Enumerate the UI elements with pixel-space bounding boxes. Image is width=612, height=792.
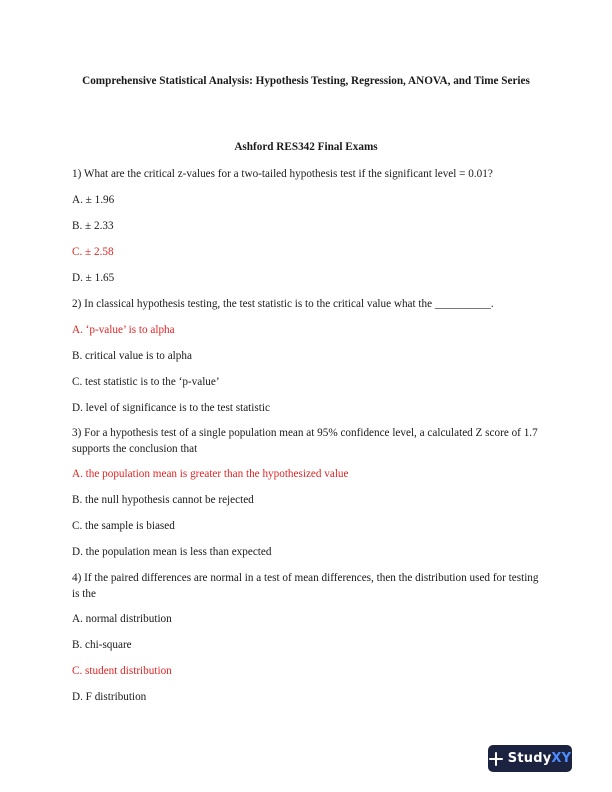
plus-icon (489, 752, 503, 766)
document-title: Comprehensive Statistical Analysis: Hypothesis Testing, Regression, ANOVA, and Time Series (82, 75, 530, 87)
question-1-option-d: D. ± 1.65 (72, 272, 115, 284)
question-4-option-c-answer: C. student distribution (72, 665, 172, 677)
question-4-option-b: B. chi-square (72, 639, 132, 651)
question-3-option-c: C. the sample is biased (72, 520, 175, 532)
question-3-text: 3) For a hypothesis test of a single population mean at 95% confidence level, a calculated Z score of 1.7 supports the conclusion that (72, 427, 538, 455)
question-1-text: 1) What are the critical z-values for a two-tailed hypothesis test if the significant level = 0.01? (72, 168, 493, 180)
brand-part-xy: XY (551, 751, 572, 766)
question-2-option-d: D. level of significance is to the test statistic (72, 402, 270, 414)
question-2-option-b: B. critical value is to alpha (72, 350, 192, 362)
question-1-option-a: A. ± 1.96 (72, 194, 115, 206)
question-3-option-b: B. the null hypothesis cannot be rejected (72, 494, 254, 506)
question-3-option-a-answer: A. the population mean is greater than the hypothesized value (72, 468, 349, 480)
question-4-text: 4) If the paired differences are normal in a test of mean differences, then the distribution used for testing is the (72, 572, 539, 600)
studyxy-badge[interactable] (488, 745, 572, 772)
question-4-option-a: A. normal distribution (72, 613, 172, 625)
question-4-option-d: D. F distribution (72, 691, 147, 703)
question-1-option-b: B. ± 2.33 (72, 220, 114, 232)
studyxy-logo-text (508, 751, 571, 766)
question-2-option-a-answer: A. ‘p-value’ is to alpha (72, 324, 175, 336)
question-2-option-c: C. test statistic is to the ‘p-value’ (72, 376, 220, 388)
question-3-option-d: D. the population mean is less than expected (72, 546, 272, 558)
brand-part-study: Study (507, 751, 552, 766)
exam-subtitle: Ashford RES342 Final Exams (234, 141, 378, 153)
question-1-option-c-answer: C. ± 2.58 (72, 246, 114, 258)
question-2-text: 2) In classical hypothesis testing, the test statistic is to the critical value what the __________. (72, 298, 494, 310)
